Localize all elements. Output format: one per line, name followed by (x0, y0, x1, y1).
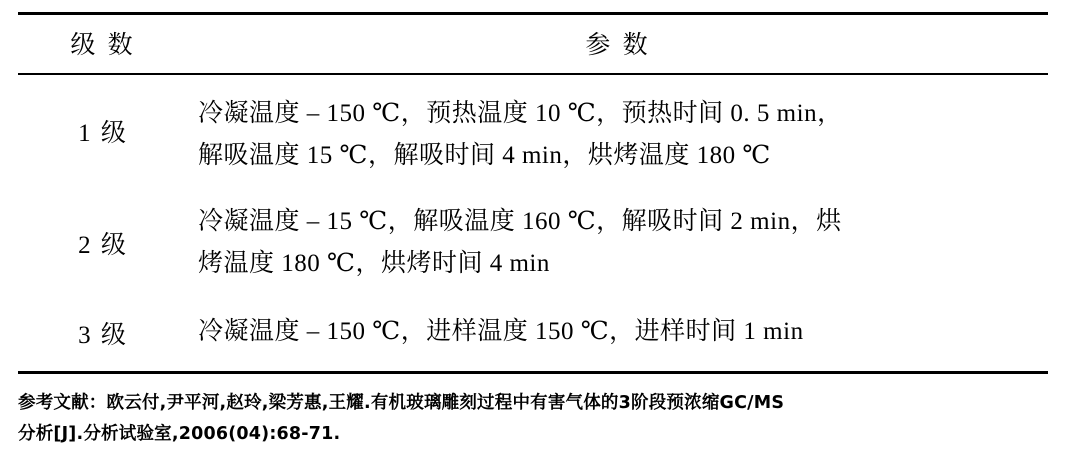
cell-level: 3 级 (78, 322, 128, 349)
header-cell-param: 参 数 (188, 14, 1048, 75)
param-line: 烤温度 180 ℃，烘烤时间 4 min (198, 250, 550, 277)
table-row (18, 187, 1048, 299)
table-header-row (18, 14, 1048, 75)
param-line: 冷凝温度 – 150 ℃，进样温度 150 ℃，进样时间 1 min (198, 318, 804, 345)
cell-param (188, 187, 1048, 299)
param-line: 冷凝温度 – 150 ℃，预热温度 10 ℃，预热时间 0. 5 min， (198, 100, 843, 127)
document-page (0, 12, 1066, 462)
header-cell-level: 级 数 (18, 14, 188, 75)
table-row (18, 299, 1048, 367)
table-row (18, 74, 1048, 187)
reference-line-1: 参考文献：欧云付,尹平河,赵玲,梁芳惠,王耀.有机玻璃雕刻过程中有害气体的3阶段预浓缩GC/MS (18, 393, 785, 413)
reference-line-2: 分析[J].分析试验室,2006(04):68-71. (18, 423, 341, 444)
cell-level: 1 级 (78, 120, 128, 147)
table-bottom-rule (18, 371, 1048, 374)
cell-level: 2 级 (78, 232, 128, 259)
cell-param (188, 299, 1048, 367)
reference-block (18, 388, 1048, 449)
param-line: 冷凝温度 – 15 ℃，解吸温度 160 ℃，解吸时间 2 min，烘 (198, 208, 842, 235)
param-line: 解吸温度 15 ℃，解吸时间 4 min，烘烤温度 180 ℃ (198, 142, 771, 169)
cell-param (188, 74, 1048, 187)
parameters-table (18, 12, 1048, 367)
